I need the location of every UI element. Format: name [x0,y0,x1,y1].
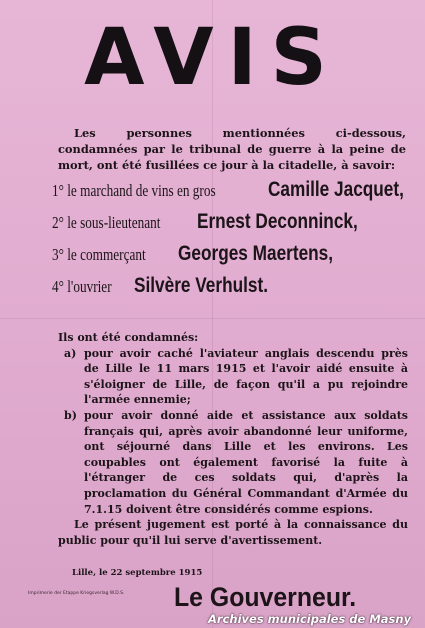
condemned-item [52,178,422,210]
intro-paragraph [58,125,406,173]
condemned-role: 2° le sous-lieutenant [52,213,161,232]
charge-text: pour avoir donné aide et assistance aux soldats français qui, après avoir abandonné leur uniforme, ont séjourné dans Lille et les environs. Les coupables ont également favorisé la fuite à l'étranger de ces soldats qui, d'après la proclamation du Général Commandant d'Armée du 7.1.15 doivent être considérés comme espions. [84,408,408,516]
condemned-role: 3° le commerçant [52,245,146,264]
condemned-name: Ernest Deconninck, [197,210,358,233]
condemned-item [52,210,422,242]
condemned-name: Silvère Verhulst. [134,274,269,297]
charges-section [58,330,408,548]
charge-b [58,408,408,517]
signature: Le Gouverneur. [174,582,357,612]
printer-imprint: Imprimerie der Etappe Kriegsverlag W.D.S. [28,591,125,596]
condemned-role: 4° l'ouvrier [52,277,112,296]
condemned-item [52,274,422,306]
charge-label: b) [64,408,77,422]
condemned-item [52,242,422,274]
charges-intro: Ils ont été condamnés: [58,331,199,344]
condemned-list [52,178,422,306]
charge-label: a) [64,346,77,360]
conclusion-paragraph: Le présent jugement est porté à la connaissance du public pour qu'il lui serve d'avertissement. [58,518,408,547]
condemned-name: Georges Maertens, [178,242,334,265]
place-date: Lille, le 22 septembre 1915 [72,568,203,578]
poster-title: AVIS [84,13,341,103]
charge-a [58,346,408,408]
archive-watermark: Archives municipales de Masny [208,612,412,626]
charge-text: pour avoir caché l'aviateur anglais descendu près de Lille le 11 mars 1915 et l'avoir aidé ensuite à s'éloigner de Lille, de façon qu'il a pu rejoindre l'armée ennemie; [84,346,408,407]
intro-text: Les personnes mentionnées ci-dessous, condamnées par le tribunal de guerre à la peine de mort, ont été fusillées ce jour à la citadelle, à savoir: [58,126,406,172]
paper-fold-horizontal [0,318,425,319]
condemned-role: 1° le marchand de vins en gros [52,181,216,200]
condemned-name: Camille Jacquet, [267,178,404,201]
